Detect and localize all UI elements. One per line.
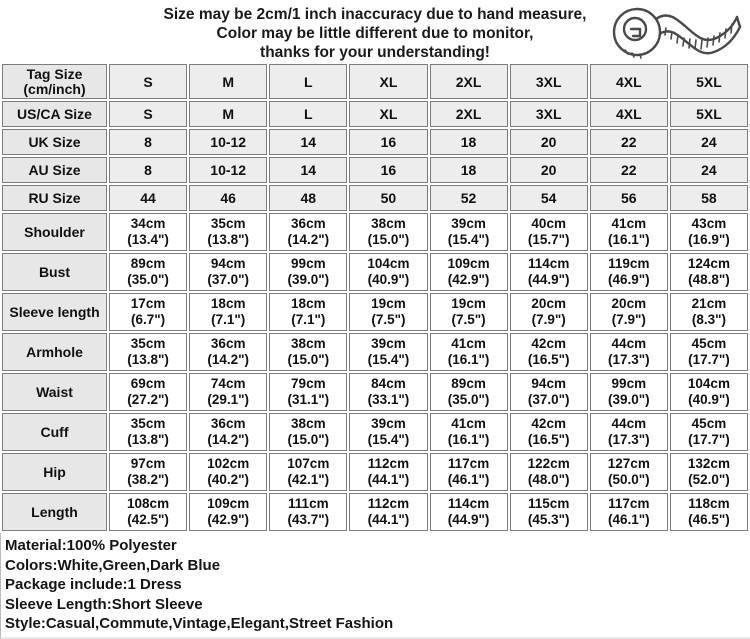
measurement-row [2, 493, 748, 531]
measurement-inch: (14.2") [207, 432, 250, 447]
measurement-cell [269, 293, 347, 331]
measurement-inch: (13.8") [127, 352, 169, 367]
measurement-cm: 104cm [687, 375, 730, 391]
measurement-cm: 109cm [447, 255, 490, 271]
measurement-cell [189, 213, 267, 251]
measurement-cell [269, 333, 347, 371]
measurement-cell [269, 493, 347, 531]
measurement-cm: 115cm [528, 495, 570, 511]
measurement-inch: (15.4") [447, 232, 490, 247]
measurement-cm: 124cm [687, 255, 730, 271]
size-cell: M [189, 101, 267, 127]
measurement-cm: 41cm [611, 215, 647, 231]
row-label [2, 64, 107, 99]
measurement-inch: (13.8") [207, 232, 250, 247]
measurement-cell [109, 493, 187, 531]
measurement-inch: (14.2") [207, 352, 250, 367]
size-cell: 46 [189, 185, 267, 211]
measurement-cm: 19cm [371, 295, 406, 311]
measurement-cell [109, 253, 187, 291]
measurement-cm: 107cm [287, 455, 330, 471]
measurement-cell [430, 493, 508, 531]
measurement-inch: (39.0") [607, 392, 650, 407]
measurement-cell [670, 333, 748, 371]
measurement-inch: (15.7") [527, 232, 570, 247]
measurement-inch: (29.1") [207, 392, 250, 407]
measurement-inch: (27.2") [127, 392, 169, 407]
measurement-inch: (8.3") [691, 312, 727, 327]
row-label-line2: (cm/inch) [23, 80, 86, 97]
size-cell: 54 [510, 185, 588, 211]
size-row [2, 157, 748, 183]
size-cell: 5XL [670, 64, 748, 99]
measurement-cell [109, 413, 187, 451]
measurement-inch: (15.0") [367, 232, 410, 247]
measurement-cm: 38cm [291, 415, 326, 431]
measurement-cm: 21cm [691, 295, 727, 311]
measurement-cell [109, 333, 187, 371]
measurement-inch: (52.0") [688, 472, 730, 487]
measurement-cell [510, 333, 588, 371]
measurement-cm: 94cm [210, 255, 246, 271]
measurement-cm: 119cm [608, 255, 650, 271]
measurement-inch: (16.5") [527, 352, 570, 367]
measurement-cell [590, 493, 668, 531]
measurement-cell [189, 413, 267, 451]
measurement-cm: 39cm [451, 215, 486, 231]
measurement-inch: (40.2") [207, 472, 250, 487]
measurement-cell [590, 293, 668, 331]
measurement-inch: (14.2") [287, 232, 330, 247]
product-detail-line: Package include:1 Dress [5, 576, 182, 593]
size-cell: XL [349, 101, 427, 127]
measurement-cell [670, 253, 748, 291]
measurement-cell [510, 453, 588, 491]
measurement-inch: (7.5") [371, 312, 406, 327]
measurement-cm: 97cm [130, 455, 166, 471]
measurement-cell [349, 253, 427, 291]
measurement-cm: 69cm [130, 375, 166, 391]
size-cell: 58 [670, 185, 748, 211]
row-label: Shoulder [2, 213, 107, 251]
size-cell: 2XL [430, 101, 508, 127]
measurement-cell [269, 453, 347, 491]
measurement-cell [349, 453, 427, 491]
row-label: US/CA Size [2, 101, 107, 127]
measurement-cm: 43cm [691, 215, 727, 231]
measurement-inch: (15.4") [367, 352, 410, 367]
row-label: Bust [2, 253, 107, 291]
measurement-cm: 39cm [371, 335, 406, 351]
size-cell: 16 [349, 157, 427, 183]
measurement-cell [510, 293, 588, 331]
measurement-cell [670, 493, 748, 531]
measurement-cm: 112cm [367, 455, 410, 471]
measurement-cm: 102cm [207, 455, 250, 471]
measurement-cm: 34cm [130, 215, 166, 231]
measurement-inch: (45.3") [527, 512, 570, 527]
measurement-row [2, 253, 748, 291]
measurement-row [2, 453, 748, 491]
measurement-inch: (7.9") [531, 312, 566, 327]
measurement-inch: (16.5") [527, 432, 570, 447]
measurement-cell [269, 213, 347, 251]
measurement-cell [510, 493, 588, 531]
measurement-inch: (40.9") [688, 392, 730, 407]
measurement-cm: 117cm [447, 455, 490, 471]
measurement-cell [430, 293, 508, 331]
size-cell: 4XL [590, 64, 668, 99]
measurement-row [2, 213, 748, 251]
measurement-cell [430, 213, 508, 251]
measurement-cell [349, 333, 427, 371]
measurement-inch: (33.1") [367, 392, 410, 407]
measurement-inch: (39.0") [287, 272, 330, 287]
measurement-inch: (16.1") [447, 432, 490, 447]
measurement-cell [189, 373, 267, 411]
size-cell: S [109, 101, 187, 127]
measurement-cm: 89cm [130, 255, 166, 271]
measurement-cm: 42cm [531, 335, 566, 351]
product-detail-line: Material:100% Polyester [5, 537, 177, 554]
measurement-cell [590, 213, 668, 251]
measurement-cm: 41cm [451, 335, 486, 351]
measurement-cm: 132cm [687, 455, 730, 471]
measurement-cell [189, 453, 267, 491]
measurement-cm: 108cm [127, 495, 170, 511]
product-detail-line: Style:Casual,Commute,Vintage,Elegant,Street Fashion [5, 615, 394, 632]
row-label: Length [2, 493, 107, 531]
measurement-cell [510, 373, 588, 411]
measurement-cm: 36cm [291, 215, 326, 231]
measurement-cell [430, 333, 508, 371]
measurement-cm: 117cm [608, 495, 650, 511]
measurement-cell [109, 213, 187, 251]
measurement-inch: (7.1") [211, 312, 246, 327]
measurement-inch: (37.0") [207, 272, 250, 287]
measurement-cell [430, 453, 508, 491]
measurement-cm: 99cm [291, 255, 326, 271]
measurement-cm: 42cm [531, 415, 566, 431]
measurement-cm: 94cm [531, 375, 566, 391]
measurement-cm: 84cm [371, 375, 406, 391]
measurement-cell [590, 373, 668, 411]
measurement-row [2, 413, 748, 451]
measurement-cell [510, 253, 588, 291]
size-chart-body [2, 64, 748, 531]
size-cell: 16 [349, 129, 427, 155]
measurement-cell [189, 253, 267, 291]
measurement-cm: 99cm [611, 375, 647, 391]
measurement-cell [670, 413, 748, 451]
measurement-inch: (50.0") [607, 472, 650, 487]
size-cell: 14 [269, 129, 347, 155]
size-cell: 4XL [590, 101, 668, 127]
size-cell: 10-12 [189, 129, 267, 155]
measurement-cm: 41cm [451, 415, 486, 431]
size-cell: XL [349, 64, 427, 99]
measurement-inch: (15.0") [287, 352, 330, 367]
measurement-cell [670, 373, 748, 411]
size-cell: 5XL [670, 101, 748, 127]
measurement-cell [349, 373, 427, 411]
measurement-cell [510, 213, 588, 251]
measurement-inch: (6.7") [130, 312, 166, 327]
measurement-cell [670, 213, 748, 251]
measurement-cell [590, 333, 668, 371]
row-label: AU Size [2, 157, 107, 183]
measurement-cell [590, 413, 668, 451]
measurement-inch: (44.1") [367, 512, 410, 527]
size-cell: 3XL [510, 101, 588, 127]
measurement-inch: (15.0") [287, 432, 330, 447]
measurement-inch: (31.1") [287, 392, 330, 407]
measurement-cell [189, 293, 267, 331]
row-label: Cuff [2, 413, 107, 451]
size-cell: S [109, 64, 187, 99]
product-details [0, 533, 750, 639]
measurement-inch: (40.9") [367, 272, 410, 287]
measurement-cm: 35cm [130, 335, 166, 351]
size-cell: 20 [510, 157, 588, 183]
size-cell: 52 [430, 185, 508, 211]
measurement-cm: 114cm [528, 255, 570, 271]
measurement-cm: 79cm [291, 375, 326, 391]
size-cell: 48 [269, 185, 347, 211]
measurement-inch: (37.0") [527, 392, 570, 407]
measurement-cm: 18cm [291, 295, 326, 311]
measurement-cell [670, 453, 748, 491]
row-label: RU Size [2, 185, 107, 211]
measurement-inch: (46.1") [607, 512, 650, 527]
measurement-cell [430, 413, 508, 451]
measurement-cm: 45cm [691, 415, 727, 431]
measurement-cm: 44cm [611, 415, 647, 431]
size-cell: 24 [670, 157, 748, 183]
row-label-line1: Tag Size [26, 65, 83, 82]
product-detail-line: Sleeve Length:Short Sleeve [5, 595, 203, 613]
measurement-cm: 36cm [210, 415, 246, 431]
measurement-inch: (35.0") [127, 272, 169, 287]
measurement-inch: (17.3") [607, 432, 650, 447]
measurement-cell [590, 453, 668, 491]
size-cell: 22 [590, 157, 668, 183]
size-cell: 3XL [510, 64, 588, 99]
measurement-inch: (42.9") [207, 512, 250, 527]
measurement-cm: 19cm [451, 295, 486, 311]
size-cell: 50 [349, 185, 427, 211]
measurement-inch: (7.1") [291, 312, 326, 327]
measurement-cell [189, 333, 267, 371]
measurement-cell [510, 413, 588, 451]
product-detail-line: Colors:White,Green,Dark Blue [5, 556, 221, 574]
measurement-row [2, 333, 748, 371]
measurement-cm: 18cm [210, 295, 246, 311]
measurement-cm: 111cm [288, 495, 329, 511]
measurement-inch: (38.2") [127, 472, 169, 487]
measurement-cm: 20cm [531, 295, 566, 311]
row-label: UK Size [2, 129, 107, 155]
measurement-cm: 20cm [611, 295, 647, 311]
size-cell: 24 [670, 129, 748, 155]
measurement-cm: 104cm [367, 255, 410, 271]
size-cell: 18 [430, 129, 508, 155]
measurement-inch: (46.5") [688, 512, 730, 527]
row-label: Hip [2, 453, 107, 491]
disclaimer-line-2: Color may be little different due to monitor, [216, 25, 534, 42]
measurement-cm: 114cm [447, 495, 490, 511]
measurement-cm: 45cm [691, 335, 727, 351]
row-label: Armhole [2, 333, 107, 371]
measurement-inch: (16.9") [688, 232, 730, 247]
measurement-cm: 35cm [130, 415, 166, 431]
measurement-cm: 40cm [531, 215, 566, 231]
measurement-inch: (16.1") [447, 352, 490, 367]
disclaimer-line-1: Size may be 2cm/1 inch inaccuracy due to hand measure, [163, 6, 587, 23]
size-cell: L [269, 101, 347, 127]
measurement-inch: (16.1") [607, 232, 650, 247]
size-cell: 8 [109, 157, 187, 183]
measurement-cell [269, 413, 347, 451]
size-cell: 14 [269, 157, 347, 183]
measurement-inch: (7.9") [611, 312, 646, 327]
size-cell: 10-12 [189, 157, 267, 183]
measurement-cell [349, 413, 427, 451]
measurement-cm: 127cm [607, 455, 650, 471]
measurement-cm: 39cm [371, 415, 406, 431]
measurement-cm: 112cm [367, 495, 410, 511]
measurement-cell [269, 253, 347, 291]
measuring-tape-icon [604, 1, 744, 61]
size-row [2, 129, 748, 155]
measurement-inch: (17.3") [607, 352, 650, 367]
measurement-cell [349, 493, 427, 531]
measurement-inch: (7.5") [451, 312, 486, 327]
size-cell: 22 [590, 129, 668, 155]
measurement-cm: 38cm [371, 215, 406, 231]
measurement-inch: (13.8") [127, 432, 169, 447]
size-cell: 8 [109, 129, 187, 155]
measurement-inch: (17.7") [688, 352, 730, 367]
measurement-inch: (44.9") [527, 272, 570, 287]
measurement-inch: (15.4") [367, 432, 410, 447]
measurement-inch: (44.1") [367, 472, 410, 487]
measurement-row [2, 373, 748, 411]
measurement-cm: 109cm [207, 495, 250, 511]
measurement-inch: (17.7") [688, 432, 730, 447]
measurement-cm: 89cm [451, 375, 486, 391]
measurement-cell [189, 493, 267, 531]
measurement-cm: 118cm [688, 495, 730, 511]
row-label: Waist [2, 373, 107, 411]
measurement-cell [109, 373, 187, 411]
measurement-inch: (48.0") [527, 472, 570, 487]
measurement-inch: (35.0") [447, 392, 490, 407]
size-row [2, 64, 748, 99]
row-label: Sleeve length [2, 293, 107, 331]
size-cell: 18 [430, 157, 508, 183]
measurement-inch: (46.1") [447, 472, 490, 487]
measurement-cm: 38cm [291, 335, 326, 351]
measurement-cm: 35cm [210, 215, 246, 231]
size-cell: L [269, 64, 347, 99]
disclaimer-line-3: thanks for your understanding! [260, 44, 490, 61]
measurement-cell [269, 373, 347, 411]
measurement-cell [430, 373, 508, 411]
measurement-inch: (48.8") [688, 272, 730, 287]
measurement-cm: 74cm [210, 375, 246, 391]
measurement-row [2, 293, 748, 331]
measurement-cell [430, 253, 508, 291]
measurement-cell [670, 293, 748, 331]
measurement-cell [349, 213, 427, 251]
measurement-inch: (42.1") [287, 472, 330, 487]
measurement-inch: (13.4") [127, 232, 169, 247]
size-cell: 2XL [430, 64, 508, 99]
measurement-cell [109, 293, 187, 331]
measurement-cell [349, 293, 427, 331]
header [0, 0, 750, 62]
measurement-cm: 44cm [611, 335, 647, 351]
size-cell: 44 [109, 185, 187, 211]
size-cell: M [189, 64, 267, 99]
measurement-cm: 122cm [527, 455, 570, 471]
size-cell: 56 [590, 185, 668, 211]
measurement-inch: (46.9") [607, 272, 650, 287]
size-row [2, 101, 748, 127]
measurement-inch: (43.7") [287, 512, 330, 527]
measurement-inch: (44.9") [447, 512, 490, 527]
size-row [2, 185, 748, 211]
measurement-inch: (42.5") [127, 512, 169, 527]
measurement-cm: 17cm [130, 295, 166, 311]
size-cell: 20 [510, 129, 588, 155]
measurement-cell [590, 253, 668, 291]
measurement-cell [109, 453, 187, 491]
measurement-inch: (42.9") [447, 272, 490, 287]
measurement-cm: 36cm [210, 335, 246, 351]
size-chart-table [0, 62, 750, 533]
